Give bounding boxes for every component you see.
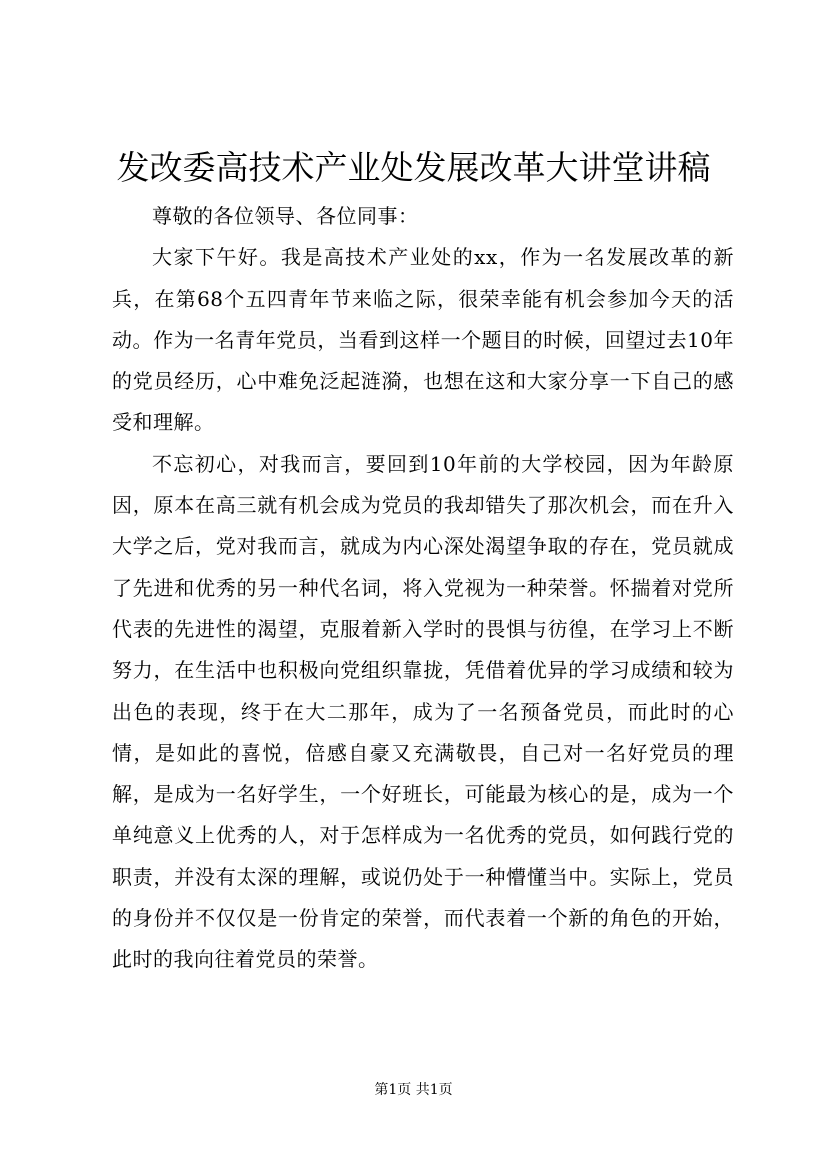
document-title: 发改委高技术产业处发展改革大讲堂讲稿 [116, 148, 711, 187]
paragraph-1: 大家下午好。我是高技术产业处的xx，作为一名发展改革的新兵，在第68个五四青年节来临之际，很荣幸能有机会参加今天的活动。作为一名青年党员，当看到这样一个题目的时候，回望过去10年的党员经历，心中难免泛起涟漪，也想在这和大家分享一下自己的感受和理解。 [112, 245, 734, 435]
paragraph-2: 不忘初心，对我而言，要回到10年前的大学校园，因为年龄原因，原本在高三就有机会成为党员的我却错失了那次机会，而在升入大学之后，党对我而言，就成为内心深处渴望争取的存在，党员就成了先进和优秀的另一种代名词，将入党视为一种荣誉。怀揣着对党所代表的先进性的渴望，克服着新入学时的畏惧与彷徨，在学习上不断努力，在生活中也积极向党组织靠拢，凭借着优异的学习成绩和较为出色的表现，终于在大二那年，成为了一名预备党员，而此时的心情，是如此的喜悦，倍感自豪又充满敬畏，自己对一名好党员的理解，是成为一名好学生，一个好班长，可能最为核心的是，成为一个单纯意义上优秀的人，对于怎样成为一名优秀的党员，如何践行党的职责，并没有太深的理解，或说仍处于一种懵懂当中。实际上，党员的身份并不仅仅是一份肯定的荣誉，而代表着一个新的角色的开始，此时的我向往着党员的荣誉。 [112, 451, 734, 972]
salutation: 尊敬的各位领导、各位同事： [152, 204, 419, 228]
page-footer: 第1页 共1页 [374, 1082, 453, 1098]
document-body [112, 196, 734, 981]
